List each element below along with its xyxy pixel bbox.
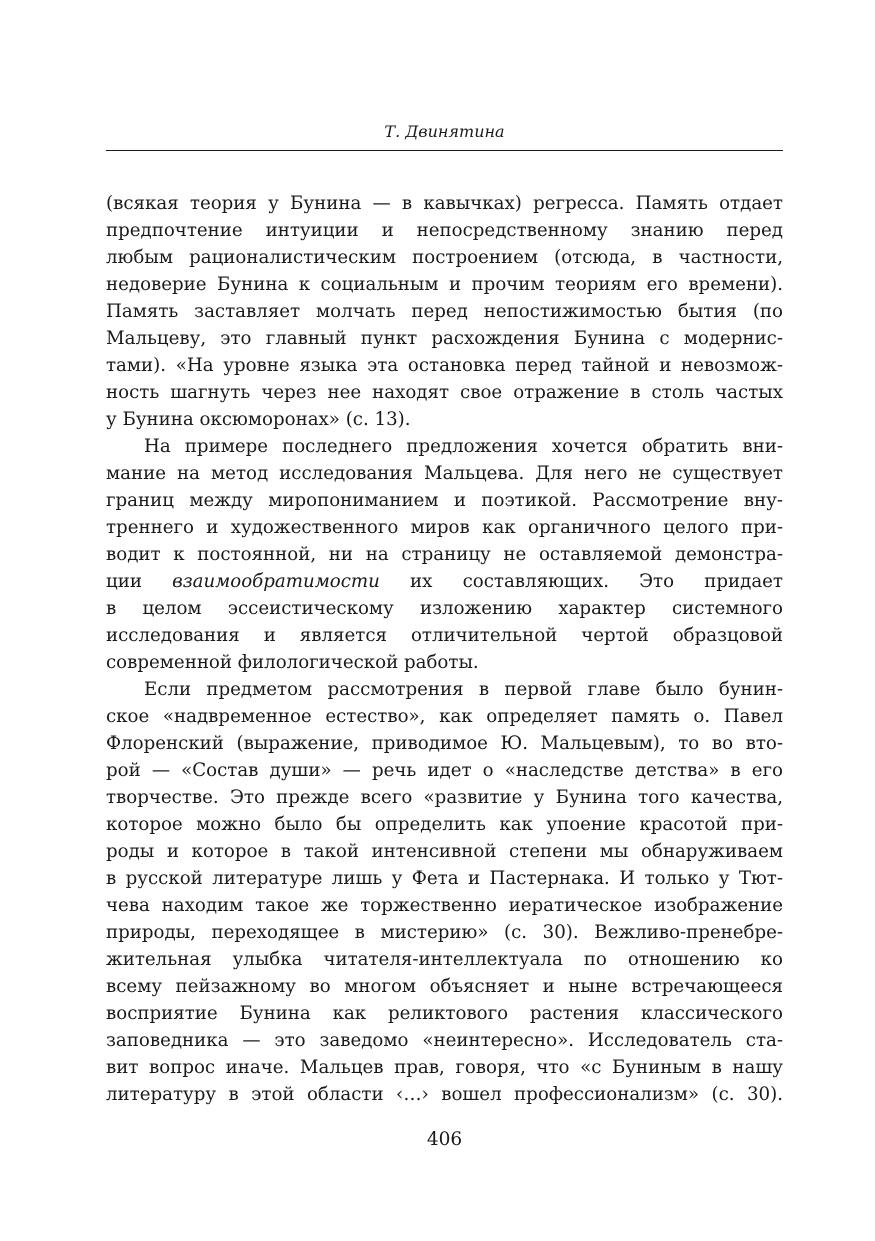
text-line: мание на метод исследования Мальцева. Для него не существует xyxy=(106,463,783,484)
text-line: роды и которое в такой интенсивной степени мы обнаруживаем xyxy=(106,841,783,862)
text-segment: их составляющих. Это придает xyxy=(379,571,783,592)
text-line: современной филологической работы. xyxy=(106,652,479,673)
text-line: жительная улыбка читателя-интеллектуала по отношению ко xyxy=(106,949,783,970)
text-line: водит к постоянной, ни на страницу не оставляемой демонстра- xyxy=(106,544,783,565)
text-line: у Бунина оксюморонах» (с. 13). xyxy=(106,409,411,430)
paragraph-first-line: Если предметом рассмотрения в первой главе было бунин- xyxy=(144,679,783,700)
text-line: любым рационалистическим построением (отсюда, в частности, xyxy=(106,247,783,268)
paragraph-first-line: На примере последнего предложения хочется обратить вни- xyxy=(144,436,783,457)
text-line: Мальцеву, это главный пункт расхождения Бунина с модернис- xyxy=(106,328,783,349)
text-line: недоверие Бунина к социальным и прочим теориям его времени). xyxy=(106,274,783,295)
text-segment: ции xyxy=(106,571,173,592)
text-line: рой — «Состав души» — речь идет о «наследстве детства» в его xyxy=(106,760,783,781)
text-line: всему пейзажному во многом объясняет и ныне встречающееся xyxy=(106,976,783,997)
body-text xyxy=(106,190,783,1108)
text-line: литературу в этой области ‹…› вошел профессионализм» (с. 30). xyxy=(106,1084,783,1105)
emphasized-term: взаимообратимости xyxy=(172,571,380,592)
text-line: чева находим такое же торжественно иератическое изображение xyxy=(106,895,783,916)
text-line: которое можно было бы определить как упоение красотой при- xyxy=(106,814,783,835)
text-line: ность шагнуть через нее находят свое отражение в столь частых xyxy=(106,382,783,403)
text-line: творчестве. Это прежде всего «развитие у Бунина того качества, xyxy=(106,787,783,808)
text-line: исследования и является отличительной чертой образцовой xyxy=(106,625,783,646)
text-line: ское «надвременное естество», как определяет память о. Павел xyxy=(106,706,783,727)
text-line: вит вопрос иначе. Мальцев прав, говоря, что «с Буниным в нашу xyxy=(106,1057,783,1078)
text-line: Флоренский (выражение, приводимое Ю. Мальцевым), то во вто- xyxy=(106,733,783,754)
running-head: Т. Двинятина xyxy=(384,122,505,141)
text-line: треннего и художественного миров как органичного целого при- xyxy=(106,517,783,538)
text-line: в целом эссеистическому изложению характер системного xyxy=(106,598,783,619)
text-line: заповедника — это заведомо «неинтересно». Исследователь ста- xyxy=(106,1030,783,1051)
text-line: (всякая теория у Бунина — в кавычках) регресса. Память отдает xyxy=(106,193,783,214)
text-line: Память заставляет молчать перед непостижимостью бытия (по xyxy=(106,301,783,322)
text-line: в русской литературе лишь у Фета и Пастернака. И только у Тют- xyxy=(106,868,783,889)
text-line: тами). «На уровне языка эта остановка перед тайной и невозмож- xyxy=(106,355,783,376)
page-number: 406 xyxy=(426,1129,463,1150)
text-line: природы, переходящее в мистерию» (с. 30). Вежливо-пренебре- xyxy=(106,922,783,943)
header-rule xyxy=(106,150,783,151)
text-line: границ между миропониманием и поэтикой. Рассмотрение вну- xyxy=(106,490,783,511)
text-line: восприятие Бунина как реликтового растения классического xyxy=(106,1003,783,1024)
text-line: предпочтение интуиции и непосредственному знанию перед xyxy=(106,220,783,241)
text-line-with-emphasis xyxy=(106,568,783,595)
